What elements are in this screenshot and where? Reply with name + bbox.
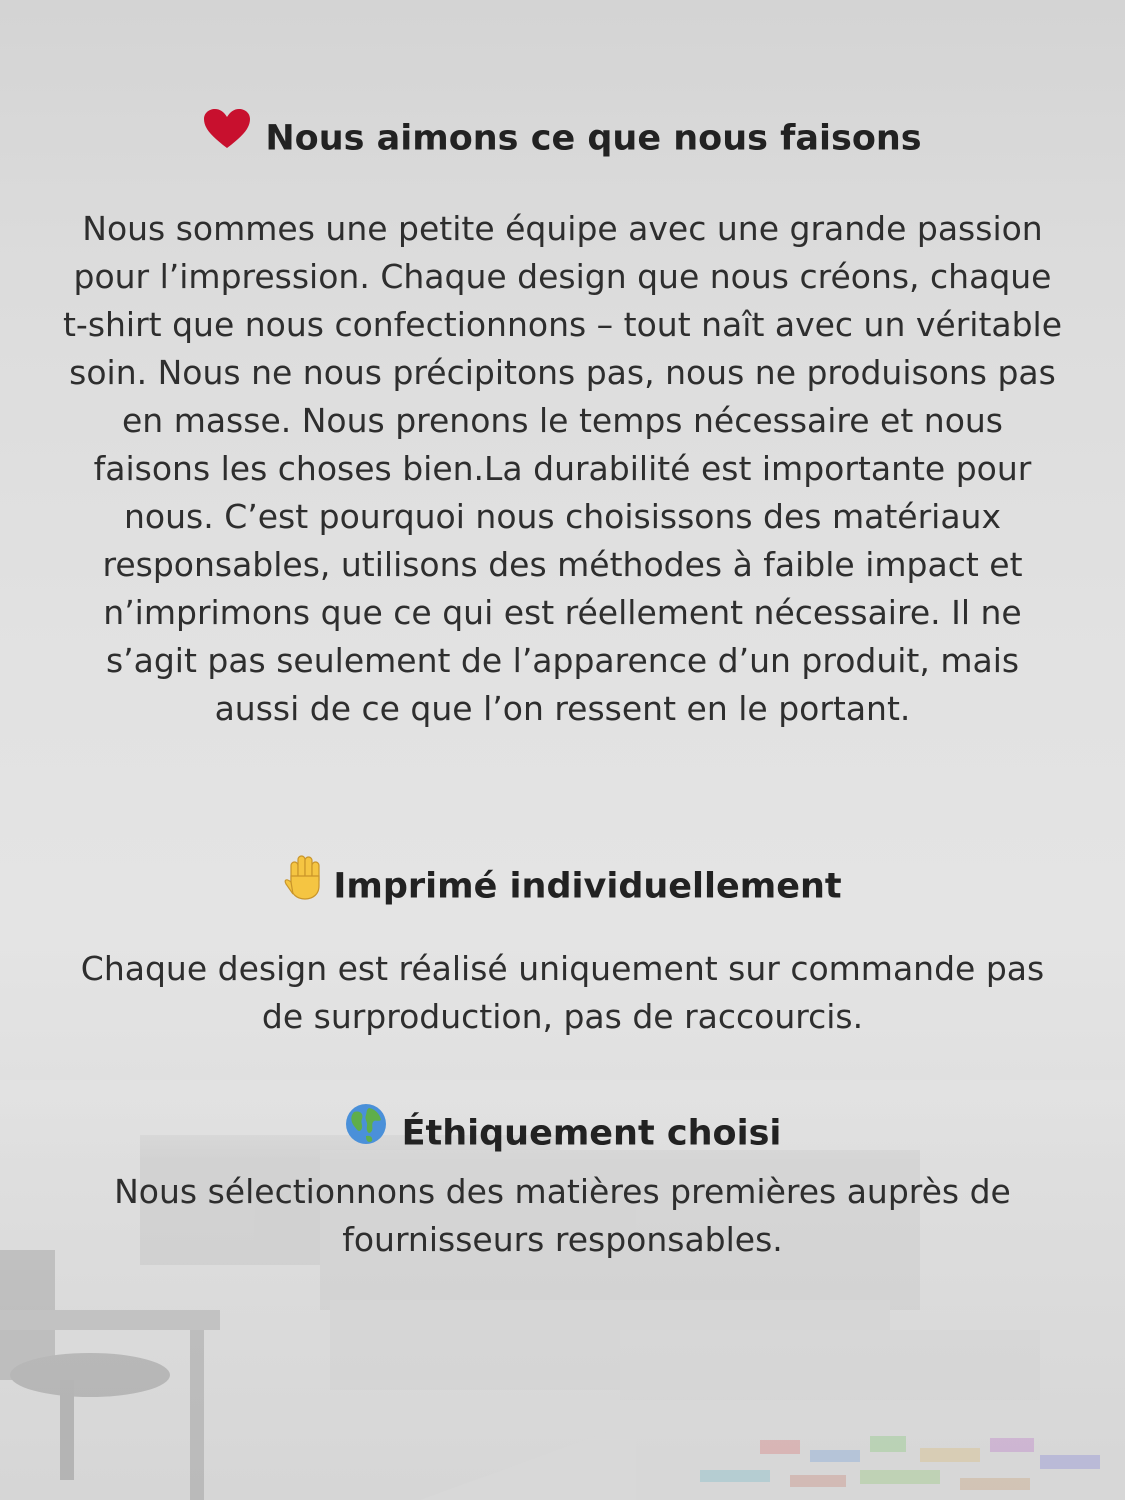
section-body: Chaque design est réalisé uniquement sur commande pas de surproduction, pas de raccourcis.	[80, 949, 1045, 1036]
heart-icon	[203, 108, 251, 161]
section-title: Éthiquement choisi	[401, 1113, 782, 1154]
section-body: Nous sommes une petite équipe avec une grande passion pour l’impression. Chaque design que nous créons, chaque t-shirt que nous confectionnons – tout naît avec un véritable soin. Nous ne nous précipitons pas, nous ne produisons pas en masse. Nous prenons le temps nécessaire et nous faisons les choses bien.La durabilité est importante pour nous. C’est pourquoi nous choisissons des matériaux responsables, utilisons des méthodes à faible impact et n’imprimons que ce qui est réellement nécessaire. Il ne s’agit pas seulement de l’apparence d’un produit, mais aussi de ce que l’on ressent en le portant.	[62, 209, 1063, 728]
raised-hand-icon	[283, 854, 327, 911]
globe-icon	[344, 1102, 388, 1157]
section-title: Imprimé individuellement	[333, 866, 842, 907]
section-body: Nous sélectionnons des matières premières auprès de fournisseurs responsables.	[114, 1172, 1011, 1259]
section-heading-printed	[0, 858, 1125, 915]
section-title: Nous aimons ce que nous faisons	[265, 118, 922, 159]
section-heading-ethics	[0, 1106, 1125, 1161]
section-heading-love	[0, 112, 1125, 165]
